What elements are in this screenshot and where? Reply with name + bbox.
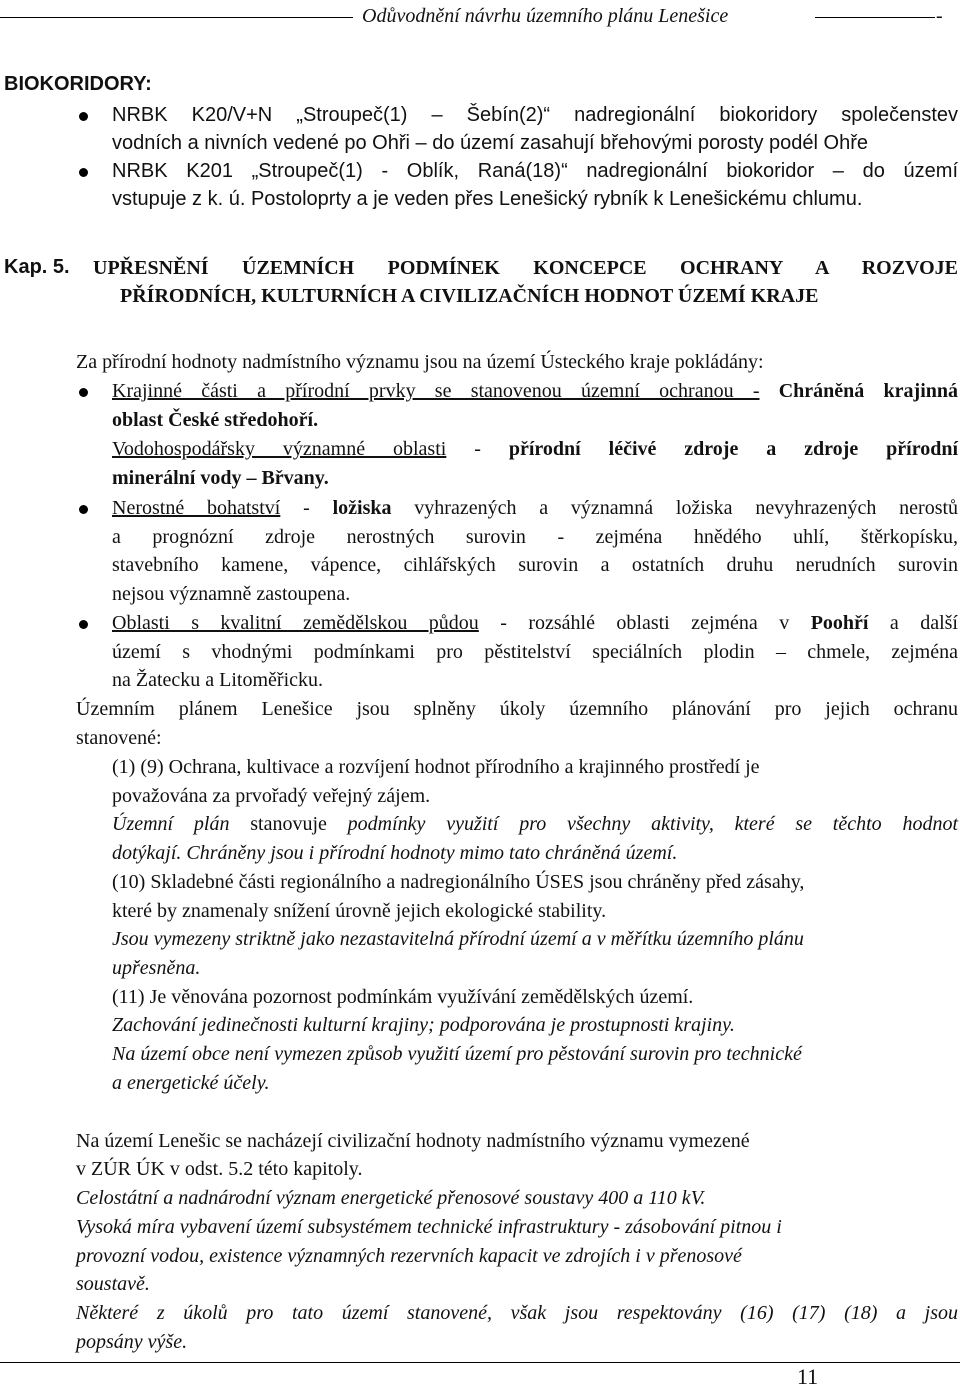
task-2-line-1: Územní plán stanovuje podmínky využití pro všechny aktivity, které se těchto hodnot (112, 813, 959, 835)
civil-line-3: Celostátní a nadnárodní význam energetické přenosové soustavy 400 a 110 kV. (76, 1187, 706, 1209)
value-soil-line-1: Oblasti s kvalitní zemědělskou půdou - rozsáhlé oblasti zejména v Poohří a další (112, 612, 958, 634)
value-soil-line-3: na Žatecku a Litoměřicku. (112, 669, 324, 691)
task-7-line-2: a energetické účely. (112, 1072, 270, 1094)
running-header (0, 3, 960, 31)
chapter-title-line-2: PŘÍRODNÍCH, KULTURNÍCH A CIVILIZAČNÍCH HODNOT ÚZEMÍ KRAJE (120, 285, 819, 307)
task-6-line-1: Zachování jedinečnosti kulturní krajiny; podporována je prostupnosti krajiny. (112, 1014, 735, 1036)
value-water-line-2: minerální vody – Břvany. (112, 467, 329, 489)
value-mineral-line-2: a prognózní zdroje nerostných surovin - zejména hnědého uhlí, štěrkopísku, (112, 526, 958, 548)
task-1-line-1: (1) (9) Ochrana, kultivace a rozvíjení hodnot přírodního a krajinného prostředí je (112, 756, 760, 778)
task-3-line-1: (10) Skladebné části regionálního a nadregionálního ÚSES jsou chráněny před zásahy, (112, 871, 805, 893)
value-soil-line-2: území s vhodnými podmínkami pro pěstitelství speciálních plodin – chmele, zejména (112, 641, 958, 663)
civil-line-6: soustavě. (76, 1273, 150, 1295)
chapter-label: Kap. 5. (4, 256, 70, 278)
civil-line-4: Vysoká míra vybavení území subsystémem technické infrastruktury - zásobování pitnou i (76, 1216, 782, 1238)
biokoridor-2-line-1: NRBK K201 „Stroupeč(1) - Oblík, Raná(18)“ nadregionální biokoridor – do území (112, 160, 958, 182)
value-mineral-line-1: Nerostné bohatství - ložiska vyhrazených a významná ložiska nevyhrazených nerostů (112, 497, 959, 519)
page-number: 11 (797, 1364, 819, 1389)
bullet-dot (79, 505, 88, 514)
civil-line-8: popsány výše. (76, 1331, 188, 1353)
task-5-line-1: (11) Je věnována pozornost podmínkám využívání zemědělských území. (112, 986, 694, 1008)
civil-line-2: v ZÚR ÚK v odst. 5.2 této kapitoly. (76, 1158, 363, 1180)
civil-line-1: Na území Lenešic se nacházejí civilizační hodnoty nadmístního významu vymezené (76, 1130, 750, 1152)
value-mineral-line-3: stavebního kamene, vápence, cihlářských surovin a ostatních druhu nerudních surovin (112, 554, 958, 576)
chapter-title-line-1: UPŘESNĚNÍ ÚZEMNÍCH PODMÍNEK KONCEPCE OCHRANY A ROZVOJE (93, 257, 958, 279)
plan-intro-line-1: Územním plánem Lenešice jsou splněny úkoly územního plánování pro jejich ochranu (76, 698, 958, 720)
value-protected-line-2: oblast České středohoří. (112, 409, 319, 431)
task-3-line-2: které by znamenaly snížení úrovně jejich ekologické stability. (112, 900, 607, 922)
header-dash: - (936, 5, 943, 27)
header-rule-left (0, 17, 353, 18)
bullet-dot (79, 620, 88, 629)
value-protected-line-1: Krajinné části a přírodní prvky se stanovenou územní ochranou - Chráněná krajinná (112, 380, 959, 402)
header-title: Odůvodnění návrhu územního plánu Lenešice (362, 5, 729, 27)
task-4-line-2: upřesněna. (112, 957, 201, 979)
task-1-line-2: považována za prvořadý veřejný zájem. (112, 785, 431, 807)
bullet-dot (79, 112, 88, 121)
value-water-line-1: Vodohospodářsky významné oblasti - přírodní léčivé zdroje a zdroje přírodní (112, 438, 959, 460)
task-4-line-1: Jsou vymezeny striktně jako nezastavitelná přírodní území a v měřítku územního plánu (112, 928, 804, 950)
footer-rule (0, 1362, 960, 1363)
task-2-line-2: dotýkají. Chráněny jsou i přírodní hodnoty mimo tato chráněná území. (112, 842, 678, 864)
task-7-line-1: Na území obce není vymezen způsob využití území pro pěstování surovin pro technické (112, 1043, 802, 1065)
header-rule-right (815, 17, 935, 18)
bullet-dot (79, 168, 88, 177)
civil-line-5: provozní vodou, existence významných rezervních kapacit ve zdrojích i v přenosové (76, 1245, 742, 1267)
biokoridor-1-line-2: vodních a nivních vedené po Ohři – do území zasahují břehovými porosty podél Ohře (112, 132, 868, 154)
biokoridor-1-line-1: NRBK K20/V+N „Stroupeč(1) – Šebín(2)“ nadregionální biokoridory společenstev (112, 104, 958, 126)
value-mineral-line-4: nejsou významně zastoupena. (112, 583, 351, 605)
civil-line-7: Některé z úkolů pro tato území stanovené, však jsou respektovány (16) (17) (18) a jsou (76, 1302, 958, 1324)
plan-intro-line-2: stanovené: (76, 727, 162, 749)
biokoridory-heading: BIOKORIDORY: (4, 73, 152, 95)
biokoridor-2-line-2: vstupuje z k. ú. Postoloprty a je veden přes Lenešický rybník k Lenešickému chlumu. (112, 188, 863, 210)
bullet-dot (79, 388, 88, 397)
values-intro: Za přírodní hodnoty nadmístního významu jsou na území Ústeckého kraje pokládány: (76, 351, 764, 373)
